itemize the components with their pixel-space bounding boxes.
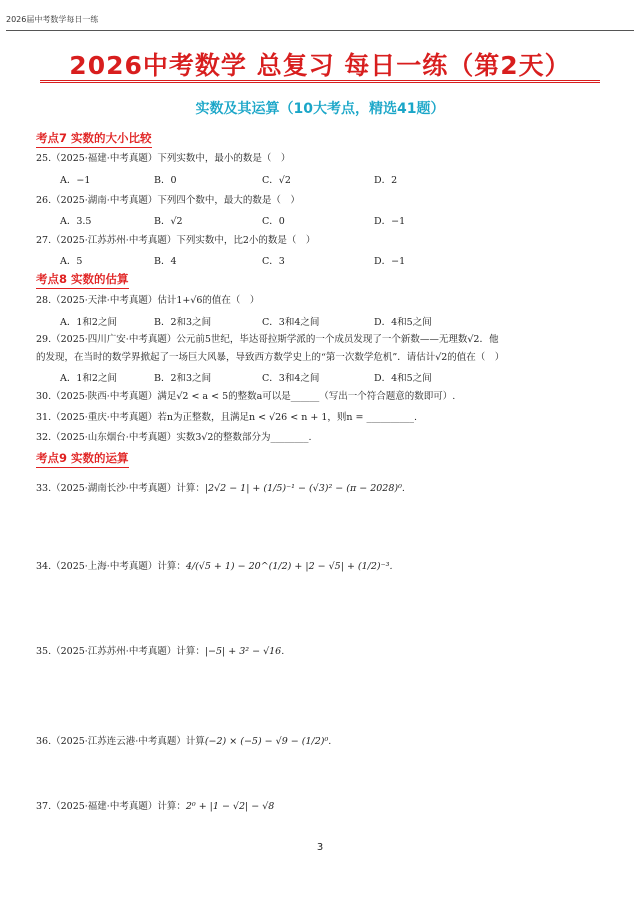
question-25: 25.（2025·福建·中考真题）下列实数中，最小的数是（ ）	[36, 153, 291, 164]
option-d: D．4和5之间	[374, 373, 432, 384]
section-heading-9: 考点9 实数的运算	[36, 450, 129, 468]
question-34-label: 34.（2025·上海·中考真题）计算：	[36, 561, 186, 572]
question-36-expression: (−2) × (−5) − √9 − (1/2)⁰.	[204, 736, 332, 747]
page-number: 3	[316, 842, 324, 853]
question-30: 30.（2025·陕西·中考真题）满足√2 < a < 5的整数a可以是______（写出一个符合题意的数即可）.	[36, 391, 456, 402]
question-33-label: 33.（2025·湖南长沙·中考真题）计算：	[36, 483, 205, 494]
option-b: B．2和3之间	[154, 317, 212, 328]
option-a: A．−1	[60, 175, 91, 186]
option-b: B．4	[154, 256, 177, 267]
option-a: A．1和2之间	[60, 317, 117, 328]
header-divider	[6, 30, 634, 31]
question-36	[36, 735, 611, 748]
question-33-expression: |2√2 − 1| + (1/5)⁻¹ − (√3)² − (π − 2028)⁰.	[204, 483, 405, 494]
section-heading-8: 考点8 实数的估算	[36, 271, 129, 289]
option-a: A．1和2之间	[60, 373, 117, 384]
option-c: C．3和4之间	[262, 317, 320, 328]
question-26: 26.（2025·湖南·中考真题）下列四个数中，最大的数是（ ）	[36, 195, 300, 206]
option-b: B．√2	[154, 216, 183, 227]
question-34-expression: 4/(√5 + 1) − 20^(1/2) + |2 − √5| + (1/2)⁻³.	[185, 561, 393, 572]
option-d: D．2	[374, 175, 398, 186]
option-d: D．−1	[374, 216, 406, 227]
option-c: C．√2	[262, 175, 291, 186]
question-37-label: 37.（2025·福建·中考真题）计算：	[36, 801, 186, 812]
question-31: 31.（2025·重庆·中考真题）若n为正整数，且满足n < √26 < n + 1，则n = __________.	[36, 412, 418, 423]
option-c: C．3	[262, 256, 285, 267]
question-29-line-2: 的发现，在当时的数学界掀起了一场巨大风暴，导致西方数学史上的“第一次数学危机”．请估计√2的值在（ ）	[36, 352, 505, 363]
question-35-expression: |−5| + 3² − √16.	[204, 646, 285, 657]
option-d: D．−1	[374, 256, 406, 267]
question-33	[36, 482, 611, 495]
question-27: 27.（2025·江苏苏州·中考真题）下列实数中，比2小的数是（ ）	[36, 235, 316, 246]
running-header: 2026届中考数学每日一练	[6, 15, 99, 24]
option-a: A．5	[60, 256, 83, 267]
option-c: C．0	[262, 216, 285, 227]
option-b: B．0	[154, 175, 177, 186]
question-36-label: 36.（2025·江苏连云港·中考真题）计算	[36, 736, 205, 747]
option-d: D．4和5之间	[374, 317, 432, 328]
question-29-line-1: 29.（2025·四川广安·中考真题）公元前5世纪，毕达哥拉斯学派的一个成员发现了一个新数——无理数√2．他	[36, 334, 499, 345]
question-32: 32.（2025·山东烟台·中考真题）实数3√2的整数部分为________.	[36, 432, 312, 443]
question-35-label: 35.（2025·江苏苏州·中考真题）计算：	[36, 646, 205, 657]
question-34	[36, 560, 611, 573]
option-b: B．2和3之间	[154, 373, 212, 384]
section-heading-7: 考点7 实数的大小比较	[36, 130, 152, 148]
title-underline	[40, 80, 600, 83]
question-28: 28.（2025·天津·中考真题）估计1+√6的值在（ ）	[36, 295, 260, 306]
question-37-expression: 2⁰ + |1 − √2| − √8	[185, 801, 275, 812]
option-a: A．3.5	[60, 216, 92, 227]
option-c: C．3和4之间	[262, 373, 320, 384]
page-subtitle: 实数及其运算（10大考点，精选41题）	[195, 101, 445, 117]
question-37	[36, 800, 611, 813]
page-title: 2026中考数学 总复习 每日一练（第2天）	[69, 51, 571, 80]
question-35	[36, 645, 611, 658]
